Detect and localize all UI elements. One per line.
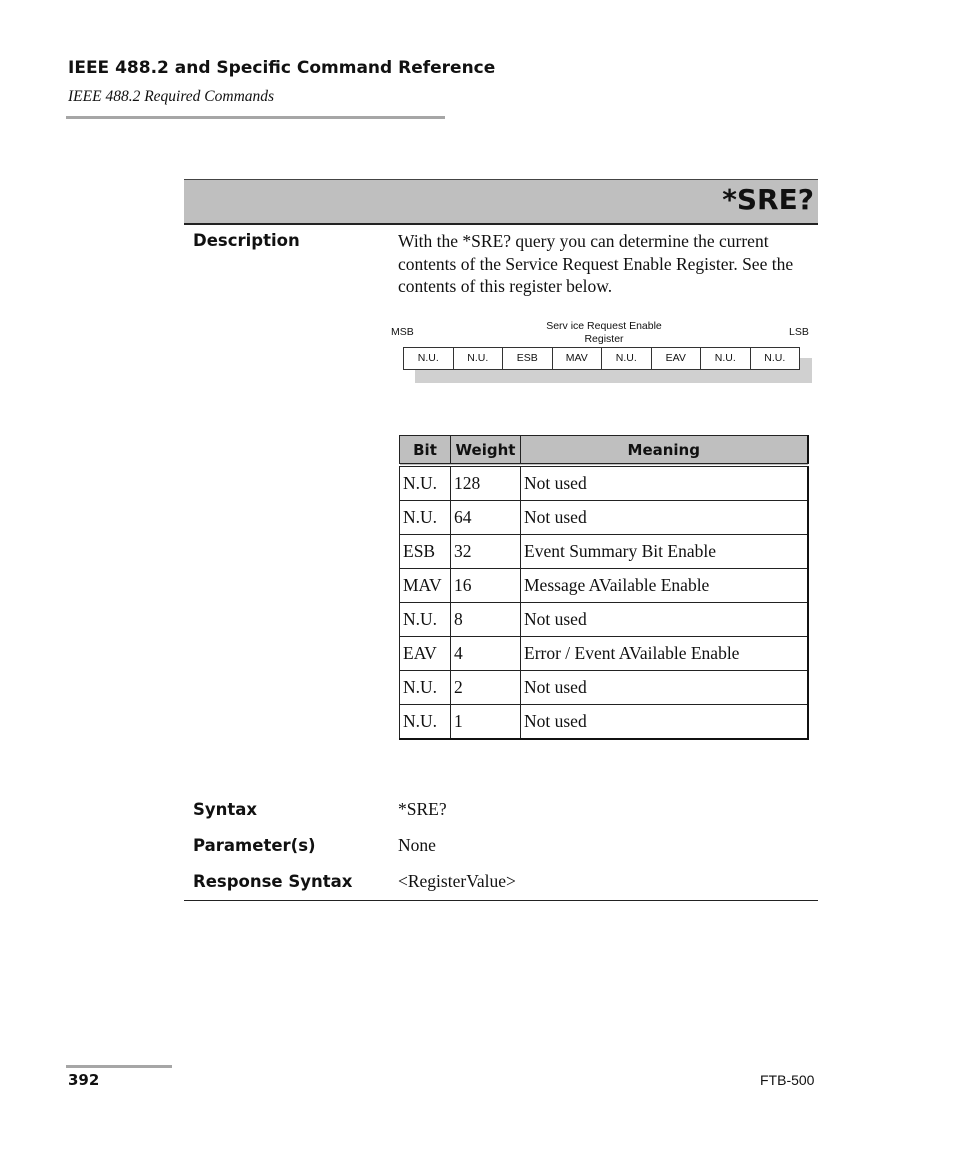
command-title-bar <box>184 179 818 225</box>
header-rule <box>66 116 445 119</box>
cell-bit: N.U. <box>400 501 451 535</box>
table-row <box>400 535 808 569</box>
cell-meaning: Not used <box>521 671 808 705</box>
column-header-weight: Weight <box>451 436 521 466</box>
cell-bit: N.U. <box>400 671 451 705</box>
register-cell: EAV <box>652 348 702 369</box>
cell-weight: 4 <box>451 637 521 671</box>
register-msb-label: MSB <box>391 326 414 338</box>
cell-weight: 16 <box>451 569 521 603</box>
cell-bit: N.U. <box>400 603 451 637</box>
table-row <box>400 705 808 740</box>
cell-weight: 64 <box>451 501 521 535</box>
table-row <box>400 501 808 535</box>
table-row <box>400 603 808 637</box>
description-text: With the *SRE? query you can determine the current contents of the Service Request Enable Register. See the contents of this register below. <box>398 231 794 296</box>
response-syntax-value: <RegisterValue> <box>398 871 516 891</box>
register-cell: N.U. <box>764 352 786 364</box>
parameters-value: None <box>398 835 436 855</box>
cell-weight: 8 <box>451 603 521 637</box>
command-name: *SRE? <box>722 183 814 216</box>
cell-bit: ESB <box>400 535 451 569</box>
parameters-label: Parameter(s) <box>193 836 316 855</box>
section-bottom-rule <box>184 900 818 901</box>
register-cell: N.U. <box>454 348 504 369</box>
syntax-value: *SRE? <box>398 799 447 819</box>
register-cell: ESB <box>503 348 553 369</box>
cell-bit: N.U. <box>400 465 451 501</box>
cell-meaning: Message AVailable Enable <box>521 569 808 603</box>
product-name: FTB-500 <box>760 1072 815 1088</box>
cell-meaning: Event Summary Bit Enable <box>521 535 808 569</box>
register-cell: N.U. <box>602 348 652 369</box>
section-title: IEEE 488.2 and Specific Command Reference <box>68 58 496 78</box>
column-header-bit: Bit <box>400 436 451 466</box>
register-title: Serv ice Request Enable Register <box>546 320 662 345</box>
register-cell: N.U. <box>404 348 454 369</box>
cell-bit: MAV <box>400 569 451 603</box>
cell-meaning: Not used <box>521 501 808 535</box>
syntax-label: Syntax <box>193 800 258 819</box>
response-syntax-label: Response Syntax <box>193 872 353 891</box>
table-row <box>400 465 808 501</box>
table-row <box>400 637 808 671</box>
cell-meaning: Not used <box>521 465 808 501</box>
cell-weight: 2 <box>451 671 521 705</box>
register-lsb-label: LSB <box>789 326 809 338</box>
table-header-row <box>400 436 808 466</box>
cell-meaning: Not used <box>521 705 808 740</box>
page-number: 392 <box>68 1071 100 1089</box>
cell-weight: 128 <box>451 465 521 501</box>
register-diagram <box>403 347 800 370</box>
cell-weight: 1 <box>451 705 521 740</box>
subsection-title: IEEE 488.2 Required Commands <box>68 88 275 105</box>
cell-meaning: Not used <box>521 603 808 637</box>
footer-rule <box>66 1065 172 1068</box>
bit-table <box>399 435 809 740</box>
cell-meaning: Error / Event AVailable Enable <box>521 637 808 671</box>
cell-bit: EAV <box>400 637 451 671</box>
column-header-meaning: Meaning <box>521 436 808 466</box>
table-row <box>400 569 808 603</box>
table-row <box>400 671 808 705</box>
description-label: Description <box>193 231 300 250</box>
cell-bit: N.U. <box>400 705 451 740</box>
register-cell: MAV <box>553 348 603 369</box>
cell-weight: 32 <box>451 535 521 569</box>
register-cell: N.U. <box>701 348 751 369</box>
